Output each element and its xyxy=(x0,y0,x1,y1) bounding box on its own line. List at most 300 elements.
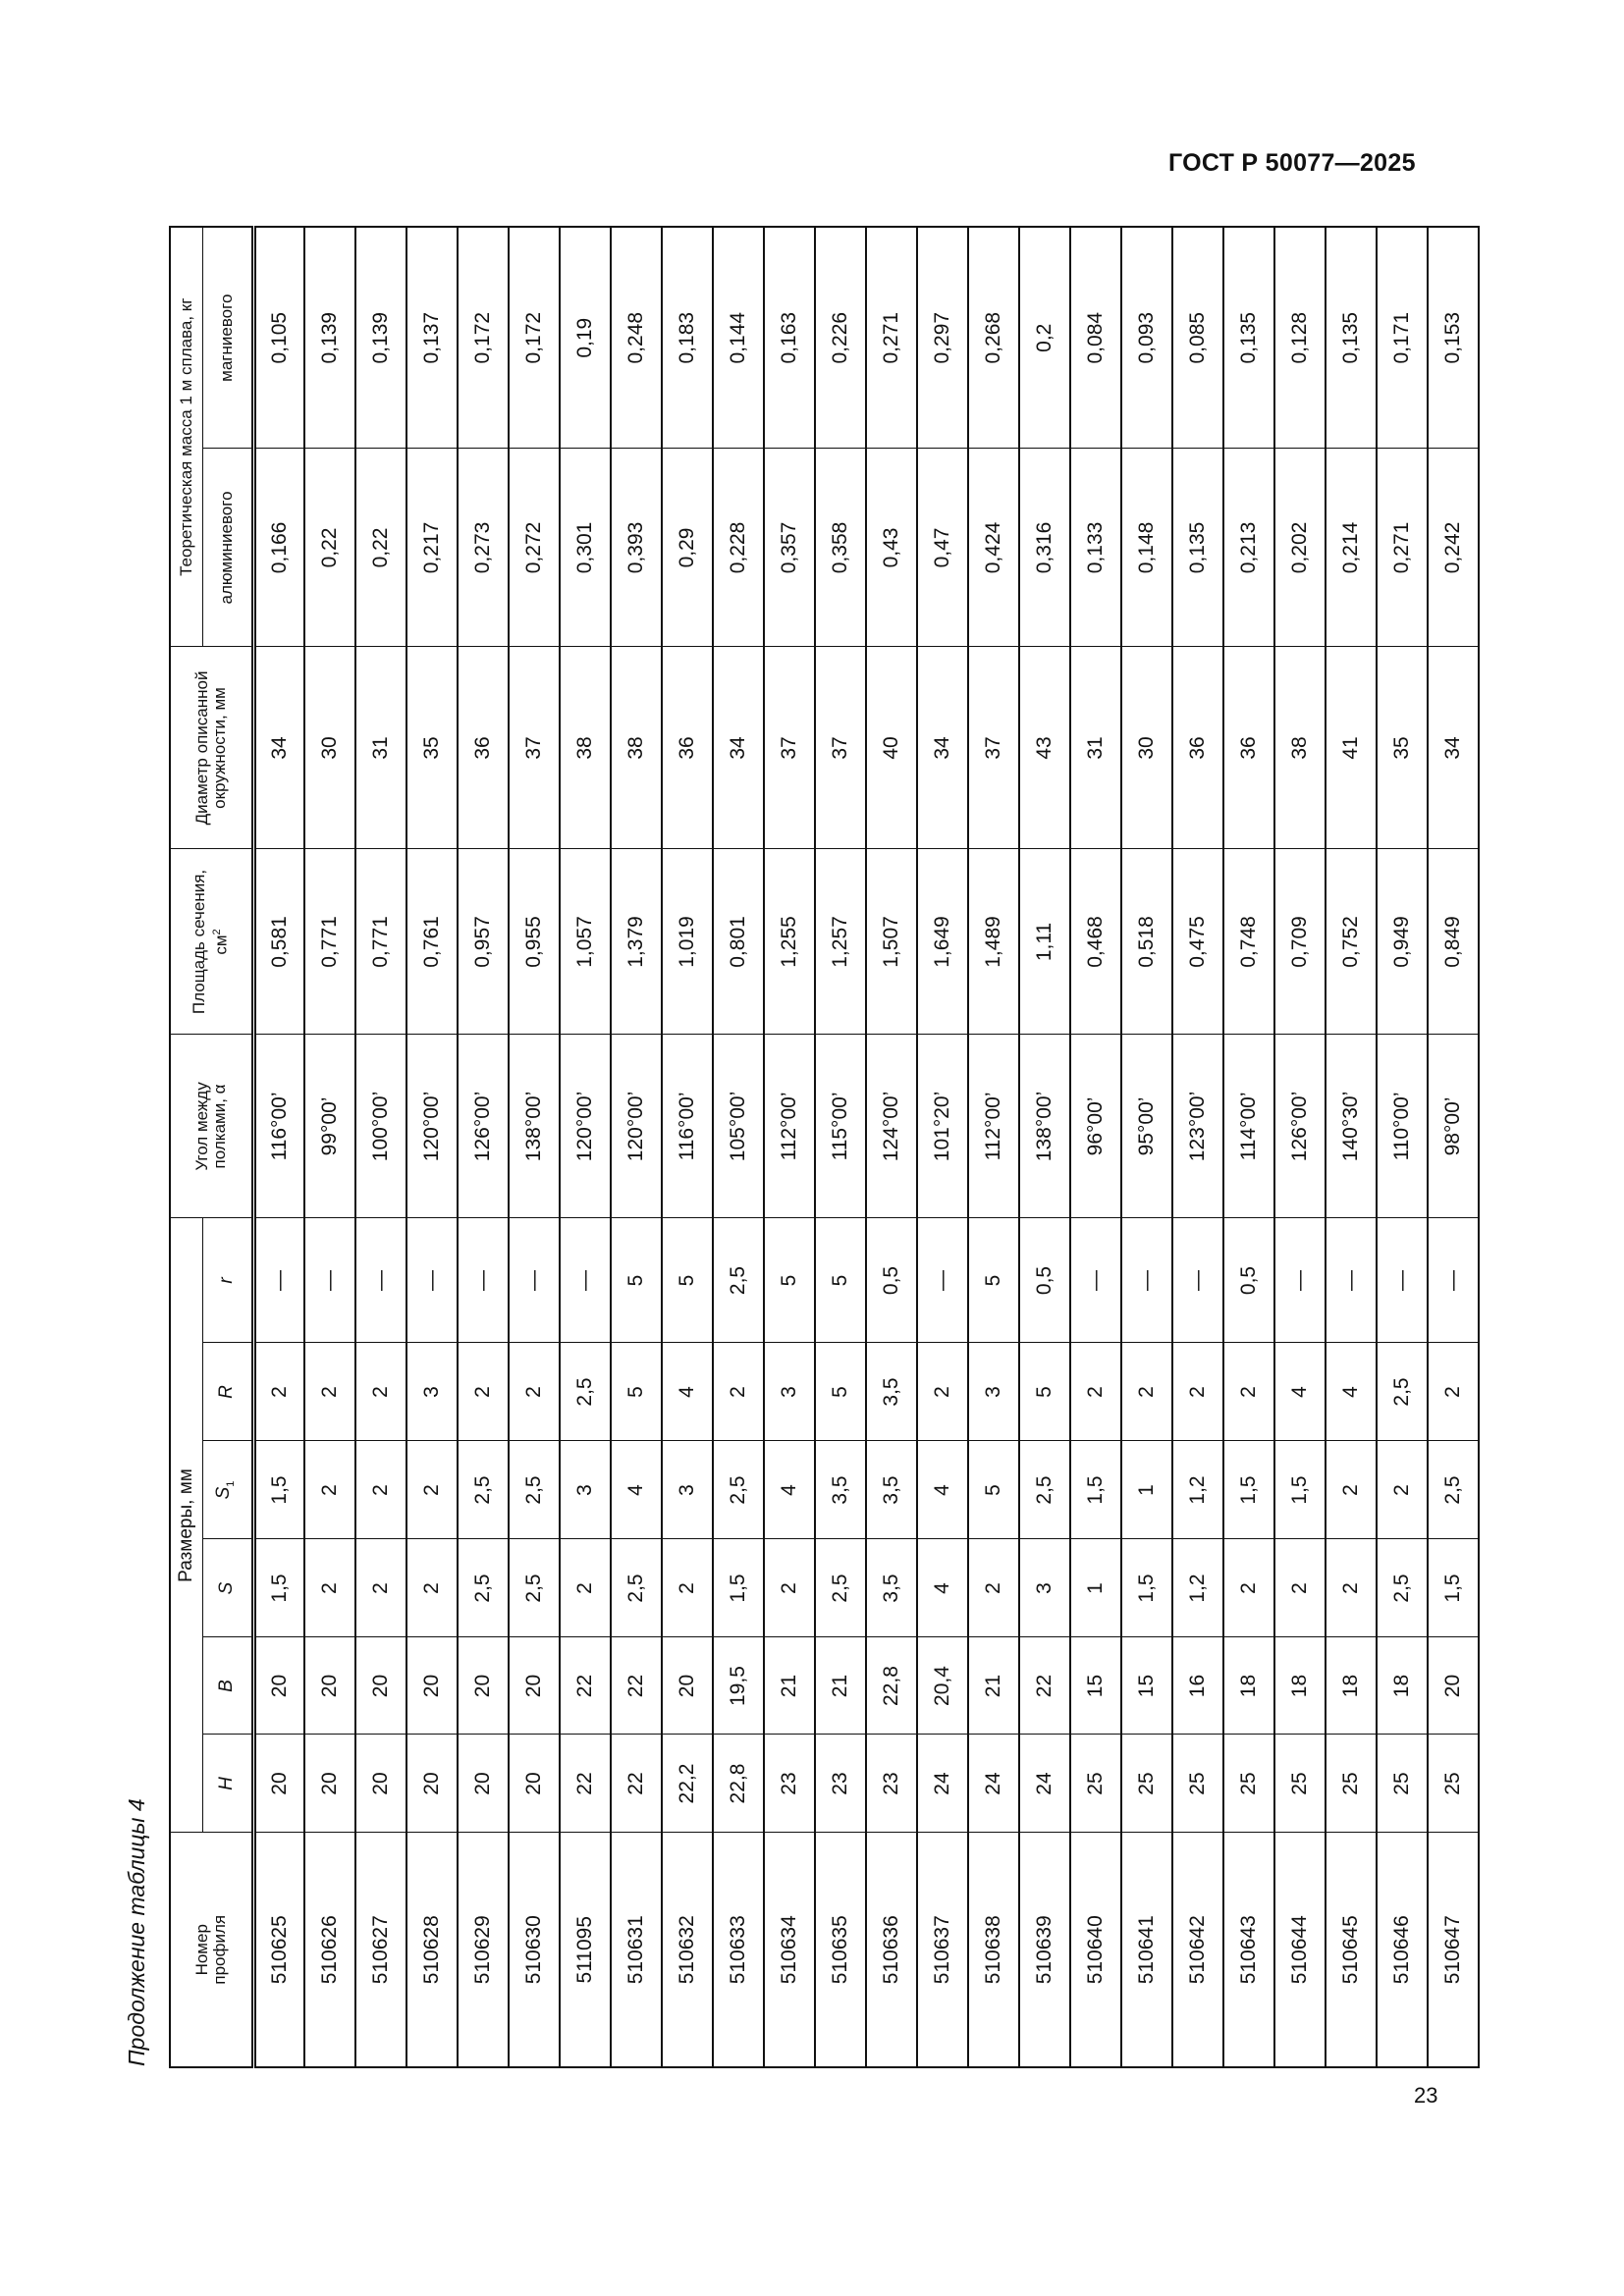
table-body xyxy=(253,227,1479,2067)
cell-mass-magnesium: 0,226 xyxy=(815,227,866,449)
cell-S: 1 xyxy=(1070,1539,1121,1637)
cell-angle: 105°00’ xyxy=(713,1035,764,1218)
table-row xyxy=(304,227,355,2067)
cell-R: 2 xyxy=(713,1343,764,1441)
cell-S: 2 xyxy=(304,1539,355,1637)
cell-diameter: 36 xyxy=(1172,647,1223,849)
cell-S1: 5 xyxy=(968,1441,1019,1539)
cell-r: — xyxy=(253,1218,304,1343)
cell-R: 2 xyxy=(1172,1343,1223,1441)
cell-S1: 3 xyxy=(560,1441,611,1539)
header-diameter: Диаметр описанной окружности, мм xyxy=(170,647,253,849)
cell-B: 18 xyxy=(1274,1637,1326,1735)
cell-area: 0,761 xyxy=(406,849,458,1035)
cell-mass-magnesium: 0,183 xyxy=(662,227,713,449)
cell-mass-magnesium: 0,271 xyxy=(866,227,917,449)
cell-area: 0,518 xyxy=(1121,849,1172,1035)
cell-S: 2 xyxy=(355,1539,406,1637)
cell-S: 4 xyxy=(917,1539,968,1637)
cell-R: 4 xyxy=(662,1343,713,1441)
cell-mass-magnesium: 0,163 xyxy=(764,227,815,449)
cell-R: 3 xyxy=(968,1343,1019,1441)
cell-B: 22,8 xyxy=(866,1637,917,1735)
cell-mass-aluminum: 0,217 xyxy=(406,449,458,647)
cell-profile-number: 510638 xyxy=(968,1833,1019,2067)
header-magnesium: магниевого xyxy=(202,227,253,449)
cell-mass-aluminum: 0,133 xyxy=(1070,449,1121,647)
cell-profile-number: 510636 xyxy=(866,1833,917,2067)
rotated-table-block xyxy=(124,228,1478,2068)
table-row xyxy=(866,227,917,2067)
cell-S: 2,5 xyxy=(1377,1539,1428,1637)
cell-H: 24 xyxy=(968,1735,1019,1833)
cell-area: 0,748 xyxy=(1223,849,1274,1035)
cell-S1: 2,5 xyxy=(458,1441,509,1539)
cell-mass-aluminum: 0,393 xyxy=(611,449,662,647)
cell-diameter: 34 xyxy=(253,647,304,849)
cell-mass-aluminum: 0,273 xyxy=(458,449,509,647)
cell-area: 1,257 xyxy=(815,849,866,1035)
cell-r: — xyxy=(917,1218,968,1343)
cell-angle: 120°00’ xyxy=(406,1035,458,1218)
cell-H: 20 xyxy=(406,1735,458,1833)
cell-angle: 116°00’ xyxy=(662,1035,713,1218)
header-r: r xyxy=(202,1218,253,1343)
cell-H: 23 xyxy=(764,1735,815,1833)
cell-S1: 4 xyxy=(611,1441,662,1539)
cell-S1: 4 xyxy=(764,1441,815,1539)
cell-profile-number: 510642 xyxy=(1172,1833,1223,2067)
cell-angle: 120°00’ xyxy=(611,1035,662,1218)
cell-profile-number: 510644 xyxy=(1274,1833,1326,2067)
cell-R: 2 xyxy=(1070,1343,1121,1441)
header-S: S xyxy=(202,1539,253,1637)
cell-R: 4 xyxy=(1326,1343,1377,1441)
cell-S1: 1,2 xyxy=(1172,1441,1223,1539)
cell-R: 2 xyxy=(1121,1343,1172,1441)
table-caption: Продолжение таблицы 4 xyxy=(124,1798,149,2066)
cell-mass-aluminum: 0,357 xyxy=(764,449,815,647)
cell-mass-magnesium: 0,268 xyxy=(968,227,1019,449)
cell-R: 5 xyxy=(611,1343,662,1441)
header-R: R xyxy=(202,1343,253,1441)
header-S1-sub: 1 xyxy=(224,1480,237,1487)
cell-H: 20 xyxy=(253,1735,304,1833)
cell-H: 20 xyxy=(509,1735,560,1833)
table-row xyxy=(509,227,560,2067)
cell-profile-number: 511095 xyxy=(560,1833,611,2067)
cell-diameter: 35 xyxy=(1377,647,1428,849)
cell-mass-magnesium: 0,2 xyxy=(1019,227,1070,449)
cell-S: 2 xyxy=(968,1539,1019,1637)
cell-angle: 124°00’ xyxy=(866,1035,917,1218)
cell-angle: 120°00’ xyxy=(560,1035,611,1218)
cell-R: 2 xyxy=(917,1343,968,1441)
cell-profile-number: 510629 xyxy=(458,1833,509,2067)
cell-profile-number: 510643 xyxy=(1223,1833,1274,2067)
cell-S: 2,5 xyxy=(509,1539,560,1637)
cell-diameter: 34 xyxy=(1428,647,1479,849)
cell-H: 22 xyxy=(611,1735,662,1833)
cell-mass-magnesium: 0,139 xyxy=(355,227,406,449)
cell-mass-magnesium: 0,172 xyxy=(458,227,509,449)
cell-profile-number: 510646 xyxy=(1377,1833,1428,2067)
cell-S: 2,5 xyxy=(611,1539,662,1637)
cell-R: 2 xyxy=(1223,1343,1274,1441)
table-row xyxy=(1223,227,1274,2067)
cell-area: 1,507 xyxy=(866,849,917,1035)
header-mass: Теоретическая масса 1 м сплава, кг xyxy=(170,227,202,647)
cell-mass-magnesium: 0,105 xyxy=(253,227,304,449)
cell-diameter: 30 xyxy=(1121,647,1172,849)
cell-mass-aluminum: 0,228 xyxy=(713,449,764,647)
cell-mass-magnesium: 0,128 xyxy=(1274,227,1326,449)
cell-diameter: 30 xyxy=(304,647,355,849)
cell-diameter: 37 xyxy=(509,647,560,849)
cell-S1: 2 xyxy=(304,1441,355,1539)
cell-angle: 96°00’ xyxy=(1070,1035,1121,1218)
cell-S: 2 xyxy=(764,1539,815,1637)
cell-H: 24 xyxy=(1019,1735,1070,1833)
cell-B: 22 xyxy=(560,1637,611,1735)
cell-profile-number: 510632 xyxy=(662,1833,713,2067)
cell-mass-aluminum: 0,271 xyxy=(1377,449,1428,647)
cell-H: 22 xyxy=(560,1735,611,1833)
cell-diameter: 37 xyxy=(815,647,866,849)
cell-profile-number: 510640 xyxy=(1070,1833,1121,2067)
cell-R: 3 xyxy=(764,1343,815,1441)
cell-S1: 1,5 xyxy=(253,1441,304,1539)
header-S1-text: S xyxy=(212,1486,234,1500)
cell-area: 1,379 xyxy=(611,849,662,1035)
cell-S: 1,5 xyxy=(253,1539,304,1637)
cell-H: 22,2 xyxy=(662,1735,713,1833)
cell-mass-magnesium: 0,248 xyxy=(611,227,662,449)
cell-diameter: 36 xyxy=(1223,647,1274,849)
cell-mass-magnesium: 0,093 xyxy=(1121,227,1172,449)
cell-profile-number: 510633 xyxy=(713,1833,764,2067)
cell-mass-magnesium: 0,084 xyxy=(1070,227,1121,449)
cell-r: — xyxy=(560,1218,611,1343)
cell-S1: 4 xyxy=(917,1441,968,1539)
cell-profile-number: 510634 xyxy=(764,1833,815,2067)
cell-S: 2,5 xyxy=(815,1539,866,1637)
cell-diameter: 38 xyxy=(611,647,662,849)
cell-area: 1,057 xyxy=(560,849,611,1035)
table-row xyxy=(458,227,509,2067)
cell-area: 0,957 xyxy=(458,849,509,1035)
cell-B: 20 xyxy=(355,1637,406,1735)
cell-H: 20 xyxy=(304,1735,355,1833)
cell-angle: 140°30’ xyxy=(1326,1035,1377,1218)
header-B: B xyxy=(202,1637,253,1735)
cell-mass-aluminum: 0,358 xyxy=(815,449,866,647)
cell-profile-number: 510630 xyxy=(509,1833,560,2067)
cell-profile-number: 510641 xyxy=(1121,1833,1172,2067)
cell-B: 15 xyxy=(1070,1637,1121,1735)
cell-r: — xyxy=(1172,1218,1223,1343)
cell-R: 2 xyxy=(253,1343,304,1441)
cell-mass-aluminum: 0,166 xyxy=(253,449,304,647)
cell-S1: 2,5 xyxy=(1428,1441,1479,1539)
cell-mass-aluminum: 0,22 xyxy=(355,449,406,647)
table-row xyxy=(1428,227,1479,2067)
cell-diameter: 31 xyxy=(1070,647,1121,849)
cell-angle: 101°20’ xyxy=(917,1035,968,1218)
cell-r: 5 xyxy=(764,1218,815,1343)
cell-S: 2 xyxy=(1326,1539,1377,1637)
cell-profile-number: 510647 xyxy=(1428,1833,1479,2067)
cell-R: 2 xyxy=(1428,1343,1479,1441)
cell-S: 1,5 xyxy=(1428,1539,1479,1637)
cell-H: 24 xyxy=(917,1735,968,1833)
cell-mass-magnesium: 0,137 xyxy=(406,227,458,449)
cell-area: 0,955 xyxy=(509,849,560,1035)
cell-area: 0,949 xyxy=(1377,849,1428,1035)
cell-S1: 3,5 xyxy=(815,1441,866,1539)
cell-mass-aluminum: 0,272 xyxy=(509,449,560,647)
cell-diameter: 38 xyxy=(1274,647,1326,849)
cell-S: 2 xyxy=(406,1539,458,1637)
cell-angle: 95°00’ xyxy=(1121,1035,1172,1218)
cell-S1: 2 xyxy=(406,1441,458,1539)
cell-angle: 110°00’ xyxy=(1377,1035,1428,1218)
table-row xyxy=(662,227,713,2067)
cell-S1: 1,5 xyxy=(1223,1441,1274,1539)
cell-area: 0,709 xyxy=(1274,849,1326,1035)
cell-mass-aluminum: 0,43 xyxy=(866,449,917,647)
cell-S1: 2,5 xyxy=(509,1441,560,1539)
table-row xyxy=(611,227,662,2067)
cell-area: 0,475 xyxy=(1172,849,1223,1035)
cell-S: 1,5 xyxy=(713,1539,764,1637)
cell-mass-magnesium: 0,153 xyxy=(1428,227,1479,449)
cell-angle: 100°00’ xyxy=(355,1035,406,1218)
cell-B: 19,5 xyxy=(713,1637,764,1735)
cell-mass-aluminum: 0,22 xyxy=(304,449,355,647)
cell-r: — xyxy=(509,1218,560,1343)
cell-profile-number: 510635 xyxy=(815,1833,866,2067)
cell-H: 25 xyxy=(1274,1735,1326,1833)
table-row xyxy=(253,227,304,2067)
cell-profile-number: 510626 xyxy=(304,1833,355,2067)
header-dimensions: Размеры, мм xyxy=(170,1218,202,1833)
cell-R: 2 xyxy=(355,1343,406,1441)
cell-H: 25 xyxy=(1223,1735,1274,1833)
cell-diameter: 36 xyxy=(662,647,713,849)
cell-r: — xyxy=(1274,1218,1326,1343)
cell-mass-magnesium: 0,085 xyxy=(1172,227,1223,449)
cell-S1: 2 xyxy=(355,1441,406,1539)
cell-S1: 2 xyxy=(1326,1441,1377,1539)
cell-profile-number: 510627 xyxy=(355,1833,406,2067)
cell-H: 23 xyxy=(815,1735,866,1833)
cell-diameter: 41 xyxy=(1326,647,1377,849)
cell-area: 0,581 xyxy=(253,849,304,1035)
cell-angle: 114°00’ xyxy=(1223,1035,1274,1218)
cell-mass-magnesium: 0,171 xyxy=(1377,227,1428,449)
cell-r: 0,5 xyxy=(1223,1218,1274,1343)
table-row xyxy=(1326,227,1377,2067)
cell-mass-magnesium: 0,135 xyxy=(1223,227,1274,449)
table-row xyxy=(917,227,968,2067)
cell-diameter: 37 xyxy=(968,647,1019,849)
header-angle: Угол между полками, α xyxy=(170,1035,253,1218)
cell-r: — xyxy=(1326,1218,1377,1343)
cell-R: 2 xyxy=(304,1343,355,1441)
cell-mass-aluminum: 0,301 xyxy=(560,449,611,647)
cell-r: — xyxy=(1377,1218,1428,1343)
table-row xyxy=(764,227,815,2067)
cell-S1: 1,5 xyxy=(1070,1441,1121,1539)
cell-H: 25 xyxy=(1326,1735,1377,1833)
cell-angle: 126°00’ xyxy=(1274,1035,1326,1218)
cell-B: 21 xyxy=(815,1637,866,1735)
cell-area: 0,849 xyxy=(1428,849,1479,1035)
cell-S: 2 xyxy=(1223,1539,1274,1637)
cell-S1: 2,5 xyxy=(713,1441,764,1539)
cell-S1: 2,5 xyxy=(1019,1441,1070,1539)
cell-S: 3,5 xyxy=(866,1539,917,1637)
cell-angle: 138°00’ xyxy=(509,1035,560,1218)
cell-r: — xyxy=(304,1218,355,1343)
cell-S1: 3 xyxy=(662,1441,713,1539)
header-area xyxy=(170,849,253,1035)
cell-diameter: 34 xyxy=(917,647,968,849)
cell-H: 25 xyxy=(1172,1735,1223,1833)
cell-B: 20 xyxy=(662,1637,713,1735)
cell-mass-aluminum: 0,213 xyxy=(1223,449,1274,647)
cell-B: 22 xyxy=(1019,1637,1070,1735)
cell-diameter: 37 xyxy=(764,647,815,849)
cell-S: 1,5 xyxy=(1121,1539,1172,1637)
cell-angle: 126°00’ xyxy=(458,1035,509,1218)
cell-mass-magnesium: 0,172 xyxy=(509,227,560,449)
table-row xyxy=(355,227,406,2067)
cell-H: 20 xyxy=(458,1735,509,1833)
cell-r: 5 xyxy=(611,1218,662,1343)
cell-profile-number: 510637 xyxy=(917,1833,968,2067)
cell-B: 18 xyxy=(1223,1637,1274,1735)
cell-B: 18 xyxy=(1377,1637,1428,1735)
cell-H: 23 xyxy=(866,1735,917,1833)
cell-diameter: 35 xyxy=(406,647,458,849)
cell-S1: 1 xyxy=(1121,1441,1172,1539)
cell-H: 25 xyxy=(1121,1735,1172,1833)
cell-diameter: 36 xyxy=(458,647,509,849)
cell-area: 0,801 xyxy=(713,849,764,1035)
table-row xyxy=(560,227,611,2067)
cell-mass-aluminum: 0,424 xyxy=(968,449,1019,647)
cell-S1: 2 xyxy=(1377,1441,1428,1539)
cell-angle: 123°00’ xyxy=(1172,1035,1223,1218)
cell-B: 20 xyxy=(304,1637,355,1735)
page-number: 23 xyxy=(1414,2083,1438,2108)
cell-r: 2,5 xyxy=(713,1218,764,1343)
cell-R: 5 xyxy=(815,1343,866,1441)
cell-B: 20 xyxy=(1428,1637,1479,1735)
cell-diameter: 38 xyxy=(560,647,611,849)
cell-r: — xyxy=(355,1218,406,1343)
cell-B: 18 xyxy=(1326,1637,1377,1735)
cell-mass-aluminum: 0,29 xyxy=(662,449,713,647)
cell-mass-magnesium: 0,135 xyxy=(1326,227,1377,449)
cell-S: 1,2 xyxy=(1172,1539,1223,1637)
cell-B: 16 xyxy=(1172,1637,1223,1735)
cell-mass-aluminum: 0,135 xyxy=(1172,449,1223,647)
cell-r: 0,5 xyxy=(1019,1218,1070,1343)
cell-mass-aluminum: 0,316 xyxy=(1019,449,1070,647)
cell-profile-number: 510639 xyxy=(1019,1833,1070,2067)
table-row xyxy=(1377,227,1428,2067)
header-area-text: Площадь сечения, см xyxy=(189,869,232,1015)
cell-H: 25 xyxy=(1070,1735,1121,1833)
cell-area: 1,11 xyxy=(1019,849,1070,1035)
cell-H: 25 xyxy=(1377,1735,1428,1833)
cell-angle: 116°00’ xyxy=(253,1035,304,1218)
table-row xyxy=(713,227,764,2067)
cell-B: 20 xyxy=(458,1637,509,1735)
header-profile: Номер профиля xyxy=(170,1833,253,2067)
cell-S: 2 xyxy=(560,1539,611,1637)
cell-R: 5 xyxy=(1019,1343,1070,1441)
cell-H: 22,8 xyxy=(713,1735,764,1833)
header-aluminum: алюминиевого xyxy=(202,449,253,647)
cell-R: 3 xyxy=(406,1343,458,1441)
cell-mass-magnesium: 0,19 xyxy=(560,227,611,449)
cell-profile-number: 510628 xyxy=(406,1833,458,2067)
cell-profile-number: 510645 xyxy=(1326,1833,1377,2067)
cell-mass-magnesium: 0,139 xyxy=(304,227,355,449)
cell-H: 25 xyxy=(1428,1735,1479,1833)
cell-S1: 1,5 xyxy=(1274,1441,1326,1539)
cell-profile-number: 510631 xyxy=(611,1833,662,2067)
cell-area: 1,255 xyxy=(764,849,815,1035)
table-row xyxy=(1070,227,1121,2067)
cell-angle: 98°00’ xyxy=(1428,1035,1479,1218)
cell-area: 1,019 xyxy=(662,849,713,1035)
cell-mass-magnesium: 0,144 xyxy=(713,227,764,449)
cell-angle: 112°00’ xyxy=(764,1035,815,1218)
cell-r: 5 xyxy=(662,1218,713,1343)
cell-S: 2 xyxy=(1274,1539,1326,1637)
cell-mass-aluminum: 0,214 xyxy=(1326,449,1377,647)
cell-diameter: 43 xyxy=(1019,647,1070,849)
header-area-sup: 2 xyxy=(211,929,224,935)
cell-r: 5 xyxy=(815,1218,866,1343)
cell-H: 20 xyxy=(355,1735,406,1833)
cell-r: — xyxy=(458,1218,509,1343)
cell-r: — xyxy=(1070,1218,1121,1343)
cell-R: 2,5 xyxy=(560,1343,611,1441)
cell-B: 20 xyxy=(253,1637,304,1735)
table-row xyxy=(1121,227,1172,2067)
cell-diameter: 34 xyxy=(713,647,764,849)
cell-area: 1,649 xyxy=(917,849,968,1035)
cell-mass-magnesium: 0,297 xyxy=(917,227,968,449)
cell-B: 20 xyxy=(509,1637,560,1735)
cell-angle: 99°00’ xyxy=(304,1035,355,1218)
table-row xyxy=(1274,227,1326,2067)
cell-profile-number: 510625 xyxy=(253,1833,304,2067)
cell-r: — xyxy=(1121,1218,1172,1343)
cell-area: 0,468 xyxy=(1070,849,1121,1035)
cell-R: 4 xyxy=(1274,1343,1326,1441)
cell-S: 2 xyxy=(662,1539,713,1637)
cell-angle: 138°00’ xyxy=(1019,1035,1070,1218)
document-code: ГОСТ Р 50077—2025 xyxy=(1168,149,1416,177)
cell-B: 21 xyxy=(968,1637,1019,1735)
